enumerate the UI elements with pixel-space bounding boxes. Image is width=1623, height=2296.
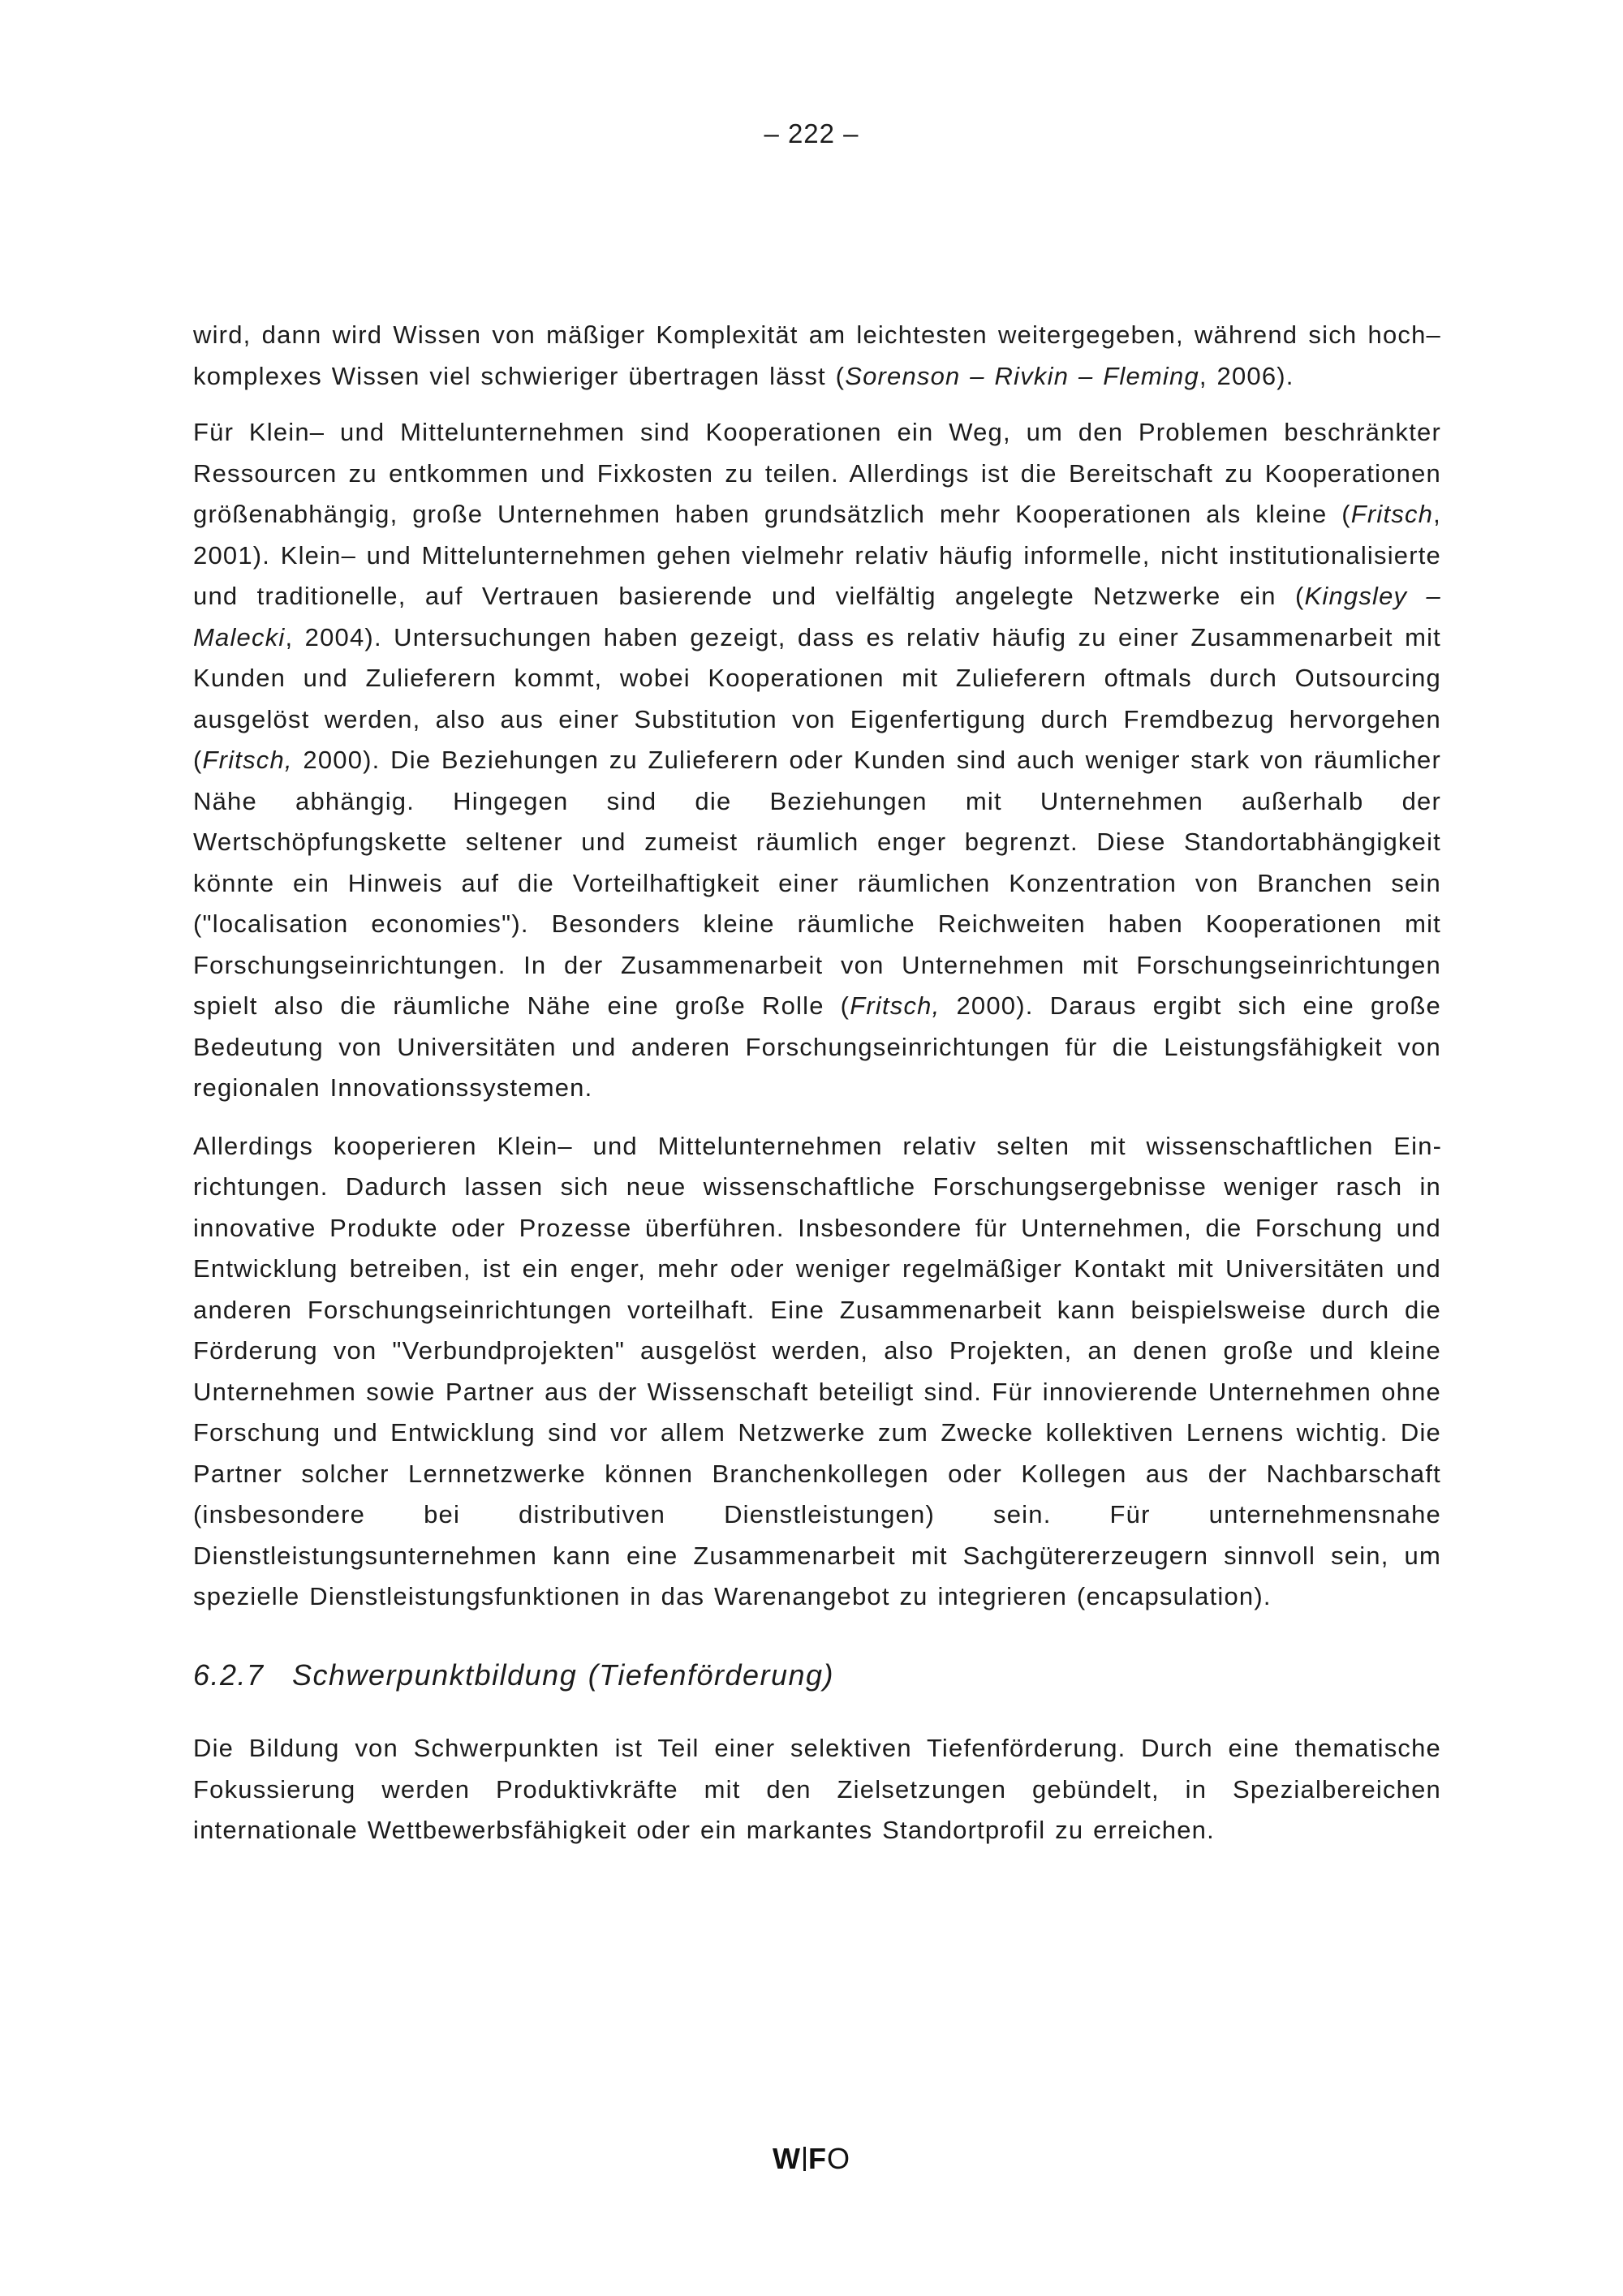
logo-bar xyxy=(803,2147,806,2171)
logo-letter-o: O xyxy=(826,2142,850,2175)
logo-letter-w: W xyxy=(773,2142,801,2175)
section-title: Schwerpunktbildung (Tiefenförderung) xyxy=(292,1658,835,1692)
paragraph-2-text-5: 2000). Daraus ergibt sich eine große Bedeutung von Universitäten und anderen Forschungseinrichtungen für die Leistungsfähigkeit von regionalen Innovationssystemen. xyxy=(193,991,1441,1102)
section-number: 6.2.7 xyxy=(193,1658,265,1692)
citation-fritsch-2000-b: Fritsch, xyxy=(850,991,941,1020)
citation-sorenson-rivkin-fleming: Sorenson – Rivkin – Fleming xyxy=(845,361,1199,390)
logo-letter-f: F xyxy=(807,2142,827,2175)
page-number: – 222 – xyxy=(764,118,859,148)
citation-fritsch-2000-a: Fritsch, xyxy=(202,746,293,774)
paragraph-2-text-2: , 2001). Klein– und Mittelunternehmen gehen vielmehr relativ häufig informelle, nicht institutionalisierte und traditionelle, auf Vertrauen basierende und vielfältig angelegte Netzwerke ein ( xyxy=(193,500,1441,610)
paragraph-1-text-1: wird, dann wird Wissen von mäßiger Komplexität am leichtesten weitergegeben, während sich hoch–komplexes Wissen viel schwieriger übertragen lässt ( xyxy=(193,320,1441,390)
paragraph-2-text-1: Für Klein– und Mittelunternehmen sind Kooperationen ein Weg, um den Problemen beschränkter Ressourcen zu entkommen und Fixkosten zu teilen. Allerdings ist die Bereitschaft zu Kooperationen größenabhängig, große Unternehmen haben grundsätzlich mehr Kooperationen als kleine ( xyxy=(193,418,1441,528)
paragraph-2-text-3: , 2004). Untersuchungen haben gezeigt, dass es relativ häufig zu einer Zusammenarbeit mit Kunden und Zulieferern kommt, wobei Kooperationen mit Zulieferern oftmals durch Outsourcing ausgelöst werden, also aus einer Substitution von Eigenfertigung durch Fremdbezug hervorgehen ( xyxy=(193,622,1441,774)
paragraph-2 xyxy=(193,412,1441,1109)
paragraph-1 xyxy=(193,315,1441,397)
wifo-logo xyxy=(0,2142,1623,2176)
paragraph-4: Die Bildung von Schwerpunkten ist Teil einer selektiven Tiefenförderung. Durch eine thematische Fokussierung werden Produktivkräfte mit den Zielsetzungen gebündelt, in Spezialbereichen internationale Wettbewerbsfähigkeit oder ein markantes Standortprofil zu erreichen. xyxy=(193,1734,1441,1844)
citation-fritsch-2001: Fritsch xyxy=(1350,500,1434,528)
body-text xyxy=(193,315,1441,1865)
citation-kingsley-malecki: Kingsley – Malecki xyxy=(193,582,1441,651)
paragraph-3: Allerdings kooperieren Klein– und Mittelunternehmen relativ selten mit wissenschaftlichen Einrichtungen. Dadurch lassen sich neue wissenschaftliche Forschungsergebnisse weniger rasch in innovative Produkte oder Prozesse überführen. Insbesondere für Unternehmen, die Forschung und Entwicklung betreiben, ist ein enger, mehr oder weniger regelmäßiger Kontakt mit Universitäten und anderen Forschungseinrichtungen vorteilhaft. Eine Zusammenarbeit kann beispielsweise durch die Förderung von "Verbundprojekten" ausgelöst werden, also Projekten, an denen große und kleine Unternehmen sowie Partner aus der Wissenschaft beteiligt sind. Für innovierende Unternehmen ohne Forschung und Entwicklung sind vor allem Netzwerke zum Zwecke kollektiven Lernens wichtig. Die Partner solcher Lernnetzwerke können Branchenkollegen oder Kollegen aus der Nachbarschaft (insbesondere bei distributiven Dienstleistungen) sein. Für unternehmensnahe Dienstleistungsunternehmen kann eine Zusammenarbeit mit Sachgütererzeugern sinnvoll sein, um spezielle Dienstleistungsfunktionen in das Warenangebot zu integrieren (encapsulation). xyxy=(193,1131,1441,1610)
section-heading xyxy=(193,1655,1441,1696)
paragraph-2-text-4: 2000). Die Beziehungen zu Zulieferern oder Kunden sind auch weniger stark von räumlicher Nähe abhängig. Hingegen sind die Beziehungen mit Unternehmen außerhalb der Wertschöpfungskette seltener und zumeist räumlich enger begrenzt. Diese Standortabhängigkeit könnte ein Hinweis auf die Vorteilhaftigkeit einer räumlichen Konzentration von Branchen sein ("localisation economies"). Besonders kleine räumliche Reichweiten haben Kooperationen mit Forschungseinrichtungen. In der Zusammenarbeit von Unternehmen mit Forschungseinrichtungen spielt also die räumliche Nähe eine große Rolle ( xyxy=(193,746,1441,1020)
paragraph-1-text-2: , 2006). xyxy=(1199,361,1294,390)
